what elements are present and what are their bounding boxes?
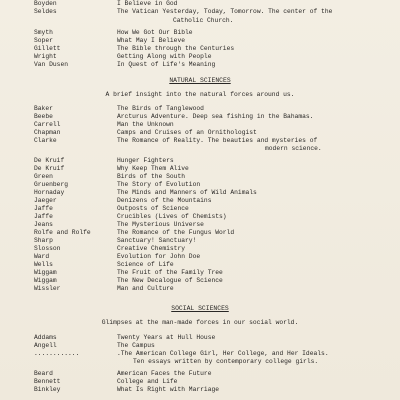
entry-title: Birds of the South — [117, 173, 186, 180]
entry-title: Getting Along with People — [117, 53, 212, 60]
entry-title: The Romance of Reality. The beauties and mysteries of — [117, 137, 318, 144]
entry-author: Soper — [34, 37, 53, 44]
entry-title: Outposts of Science — [117, 205, 189, 212]
entry-author: Boyden — [34, 0, 57, 7]
entry-title: The Minds and Manners of Wild Animals — [117, 189, 257, 196]
natural-entry-11 — [0, 197, 400, 205]
natural-entry-12 — [0, 205, 400, 213]
entry-title: The Campus — [117, 342, 155, 349]
entry-title: College and Life — [117, 378, 178, 385]
entry-title: The Vatican Yesterday, Today, Tomorrow. The center of the — [117, 8, 333, 15]
entry-author: Carrell — [34, 121, 61, 128]
entry-title: Man the Unknown — [117, 121, 174, 128]
natural-entry-4 — [0, 129, 400, 137]
social-entry-4 — [0, 370, 400, 378]
natural-entry-5 — [0, 137, 400, 145]
entry-author: Clarke — [34, 137, 57, 144]
entry-title: The Mysterious Universe — [117, 221, 204, 228]
entry-author: Gruenberg — [34, 181, 69, 188]
social-entry-2 — [0, 342, 400, 350]
entry-author: ............ — [34, 350, 80, 357]
natural-entry-22 — [0, 285, 400, 293]
entry-author: Seldes — [34, 8, 57, 15]
natural-entry-5-continuation: modern science. — [265, 145, 322, 152]
entry-title: Sanctuary! Sanctuary! — [117, 237, 197, 244]
entry-title: Crucibles (Lives of Chemists) — [117, 213, 227, 220]
natural-entry-2 — [0, 113, 400, 121]
entry-author: Jaeger — [34, 197, 57, 204]
entry-title: The New Decalogue of Science — [117, 277, 223, 284]
entry-author: Addams — [34, 334, 57, 341]
entry-author: Wright — [34, 53, 57, 60]
entry-title: Twenty Years at Hull House — [117, 334, 216, 341]
entry-author: Binkley — [34, 386, 61, 393]
entry-author: Jaffe — [34, 205, 53, 212]
entry-author: Bennett — [34, 378, 61, 385]
entry-author: Beebe — [34, 113, 53, 120]
entry-title: In Quest of Life's Meaning — [117, 61, 216, 68]
entry-author: Hornaday — [34, 189, 65, 196]
entry-title: Arcturus Adventure. Deep sea fishing in the Bahamas. — [117, 113, 314, 120]
natural-entry-17 — [0, 245, 400, 253]
entry-author: Angell — [34, 342, 57, 349]
entry-author: Jaffe — [34, 213, 53, 220]
section-intro-social-sciences: Glimpses at the man-made forces in our social world. — [101, 319, 299, 326]
natural-entry-8 — [0, 173, 400, 181]
entry-title: Camps and Cruises of an Ornithologist — [117, 129, 257, 136]
entry-author: Rolfe and Rolfe — [34, 229, 91, 236]
natural-entry-10 — [0, 189, 400, 197]
section-heading-social-sciences: SOCIAL SCIENCES — [171, 305, 229, 312]
top-entry-5 — [0, 45, 400, 53]
entry-title: What Is Right with Marriage — [117, 386, 220, 393]
natural-entry-19 — [0, 261, 400, 269]
natural-entry-1 — [0, 105, 400, 113]
entry-title: The Romance of the Fungus World — [117, 229, 235, 236]
social-entry-3-continuation: Ten essays written by contemporary college girls. — [133, 358, 319, 365]
natural-entry-16 — [0, 237, 400, 245]
top-entry-6 — [0, 53, 400, 61]
top-entry-3 — [0, 29, 400, 37]
entry-title: Creative Chemistry — [117, 245, 186, 252]
entry-title: The Story of Evolution — [117, 181, 201, 188]
natural-entry-15 — [0, 229, 400, 237]
entry-title: The Birds of Tanglewood — [117, 105, 204, 112]
social-entry-3 — [0, 350, 400, 358]
entry-author: Van Dusen — [34, 61, 69, 68]
entry-author: Smyth — [34, 29, 53, 36]
entry-title: Denizens of the Mountains — [117, 197, 212, 204]
natural-entry-9 — [0, 181, 400, 189]
entry-author: De Kruif — [34, 157, 65, 164]
natural-entry-6 — [0, 157, 400, 165]
social-entry-5 — [0, 378, 400, 386]
top-entry-7 — [0, 61, 400, 69]
entry-author: Beard — [34, 370, 53, 377]
entry-title: The Bible through the Centuries — [117, 45, 235, 52]
entry-author: Ward — [34, 253, 50, 260]
entry-author: Slosson — [34, 245, 61, 252]
entry-author: Wiggam — [34, 269, 57, 276]
social-entry-1 — [0, 334, 400, 342]
entry-title: .The American College Girl, Her College, and Her Ideals. — [117, 350, 329, 357]
entry-title: What May I Believe — [117, 37, 186, 44]
top-entry-1 — [0, 0, 400, 8]
entry-title: Why Keep Them Alive — [117, 165, 189, 172]
entry-author: Green — [34, 173, 53, 180]
entry-title: The Fruit of the Family Tree — [117, 269, 223, 276]
top-entry-2-continuation: Catholic Church. — [173, 17, 234, 24]
entry-title: Hunger Fighters — [117, 157, 174, 164]
entry-author: Wiggam — [34, 277, 57, 284]
entry-title: Man and Culture — [117, 285, 174, 292]
natural-entry-13 — [0, 213, 400, 221]
natural-entry-18 — [0, 253, 400, 261]
entry-title: Evolution for John Doe — [117, 253, 201, 260]
section-heading-natural-sciences: NATURAL SCIENCES — [169, 77, 231, 84]
entry-author: Wells — [34, 261, 53, 268]
entry-title: How We Got Our Bible — [117, 29, 193, 36]
entry-author: De Kruif — [34, 165, 65, 172]
entry-author: Jeans — [34, 221, 53, 228]
natural-entry-14 — [0, 221, 400, 229]
entry-author: Baker — [34, 105, 53, 112]
natural-entry-3 — [0, 121, 400, 129]
natural-entry-21 — [0, 277, 400, 285]
section-intro-natural-sciences: A brief insight into the natural forces around us. — [105, 91, 295, 98]
natural-entry-7 — [0, 165, 400, 173]
entry-author: Gillett — [34, 45, 61, 52]
natural-entry-20 — [0, 269, 400, 277]
entry-title: Science of Life — [117, 261, 174, 268]
top-entry-2 — [0, 8, 400, 16]
entry-author: Sharp — [34, 237, 53, 244]
top-entry-4 — [0, 37, 400, 45]
entry-author: Chapman — [34, 129, 61, 136]
entry-title: American Faces the Future — [117, 370, 212, 377]
social-entry-6 — [0, 386, 400, 394]
entry-title: I Believe in God — [117, 0, 178, 7]
entry-author: Wissler — [34, 285, 61, 292]
